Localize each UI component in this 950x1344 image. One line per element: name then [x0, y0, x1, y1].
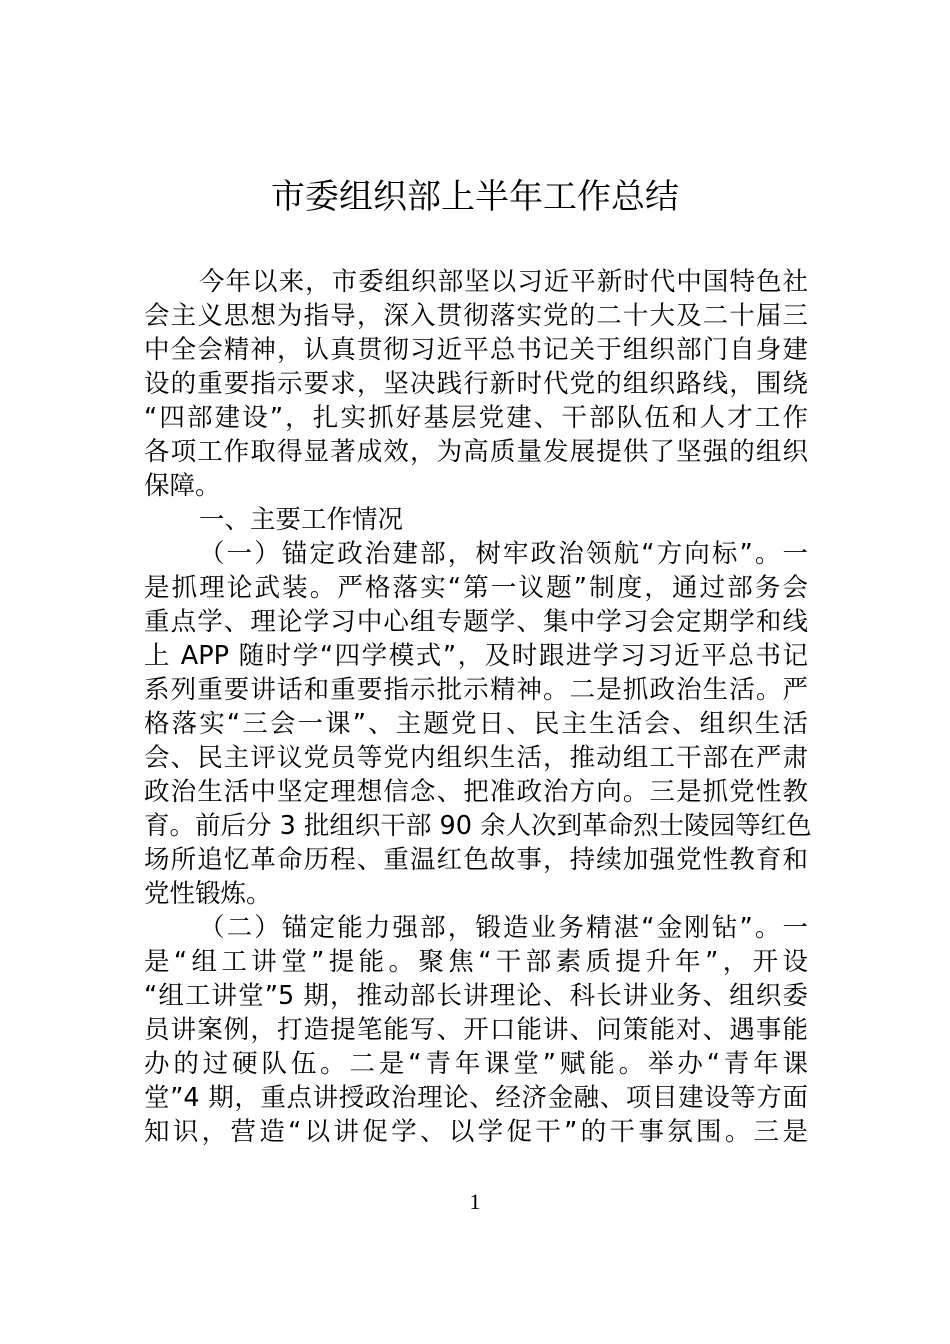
- text-line: 会主义思想为指导，深入贯彻落实党的二十大及二十届三: [144, 301, 808, 331]
- text-line: 设的重要指示要求，坚决践行新时代党的组织路线，围绕: [144, 369, 808, 399]
- text-line: 各项工作取得显著成效，为高质量发展提供了坚强的组织: [144, 437, 808, 467]
- text-line: 重点学、理论学习中心组专题学、集中学习会定期学和线: [144, 607, 808, 637]
- text-line: 格落实“三会一课”、主题党日、民主生活会、组织生活: [144, 709, 808, 739]
- text-line: 员讲案例，打造提笔能写、开口能讲、问策能对、遇事能: [144, 1015, 808, 1045]
- document-title: 市委组织部上半年工作总结: [271, 177, 679, 217]
- page-number: 1: [469, 1189, 481, 1214]
- text-line: 一、主要工作情况: [199, 505, 404, 535]
- text-line: 保障。: [144, 471, 221, 501]
- text-line: 系列重要讲话和重要指示批示精神。二是抓政治生活。严: [144, 675, 808, 705]
- text-line: （二）锚定能力强部，锻造业务精湛“金刚钻”。一: [199, 913, 808, 943]
- text-line: 办的过硬队伍。二是“青年课堂”赋能。举办“青年课: [144, 1049, 808, 1079]
- text-line: （一）锚定政治建部，树牢政治领航“方向标”。一: [199, 539, 808, 569]
- text-line: 会、民主评议党员等党内组织生活，推动组工干部在严肃: [144, 743, 808, 773]
- text-line: 育。前后分 3 批组织干部 90 余人次到革命烈士陵园等红色: [144, 811, 812, 841]
- text-line: 是抓理论武装。严格落实“第一议题”制度，通过部务会: [144, 573, 808, 603]
- text-line: 政治生活中坚定理想信念、把准政治方向。三是抓党性教: [144, 777, 808, 807]
- text-line: “组工讲堂”5 期，推动部长讲理论、科长讲业务、组织委: [144, 981, 808, 1011]
- text-line: 知识，营造“以讲促学、以学促干”的干事氛围。三是: [144, 1117, 808, 1147]
- text-line: 堂”4 期，重点讲授政治理论、经济金融、项目建设等方面: [144, 1083, 808, 1113]
- text-line: 党性锻炼。: [144, 879, 272, 909]
- text-line: 是“组工讲堂”提能。聚焦“干部素质提升年”，开设: [144, 947, 808, 977]
- text-line: 今年以来，市委组织部坚以习近平新时代中国特色社: [199, 267, 808, 297]
- text-line: 中全会精神，认真贯彻习近平总书记关于组织部门自身建: [144, 335, 808, 365]
- document-body: [144, 265, 812, 1149]
- text-line: 场所追忆革命历程、重温红色故事，持续加强党性教育和: [144, 845, 808, 875]
- text-line: 上 APP 随时学“四学模式”，及时跟进学习习近平总书记: [144, 641, 808, 671]
- text-line: “四部建设”，扎实抓好基层党建、干部队伍和人才工作: [144, 403, 808, 433]
